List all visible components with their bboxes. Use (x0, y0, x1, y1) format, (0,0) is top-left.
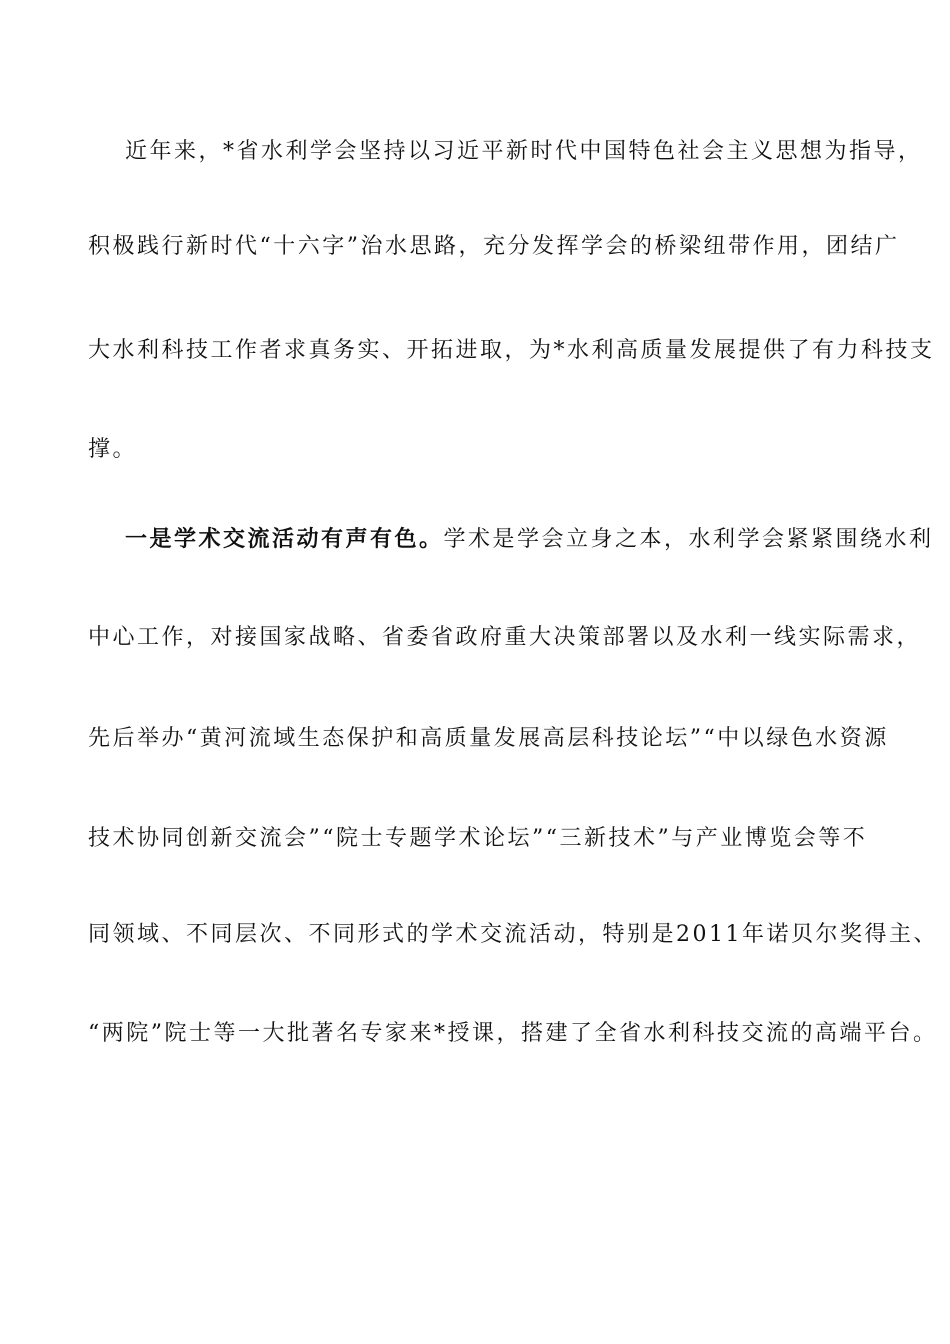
paragraph-1-line-3: 大水利科技工作者求真务实、开拓进取，为*水利高质量发展提供了有力科技支 (88, 338, 935, 363)
paragraph-1-line-2: 积极践行新时代“十六字”治水思路，充分发挥学会的桥梁纽带作用，团结广 (88, 234, 900, 259)
paragraph-2-line-4: 技术协同创新交流会”“院士专题学术论坛”“三新技术”与产业博览会等不 (88, 826, 868, 851)
paragraph-1-line-4: 撑。 (88, 437, 138, 462)
paragraph-2-line-6: “两院”院士等一大批著名专家来*授课，搭建了全省水利科技交流的高端平台。 (88, 1021, 938, 1046)
paragraph-1-line-1: 近年来，*省水利学会坚持以习近平新时代中国特色社会主义思想为指导， (125, 139, 923, 164)
paragraph-2-line-5: 同领域、不同层次、不同形式的学术交流活动，特别是2011年诺贝尔奖得主、 (88, 922, 938, 947)
paragraph-2-line-3: 先后举办“黄河流域生态保护和高质量发展高层科技论坛”“中以绿色水资源 (88, 726, 889, 751)
paragraph-2-line-1 (125, 524, 934, 555)
section-heading: 一是学术交流活动有声有色。 (125, 526, 444, 552)
paragraph-2-line-2: 中心工作，对接国家战略、省委省政府重大决策部署以及水利一线实际需求， (88, 625, 922, 650)
paragraph-2-line-1-text: 学术是学会立身之本，水利学会紧紧围绕水利 (443, 527, 934, 552)
